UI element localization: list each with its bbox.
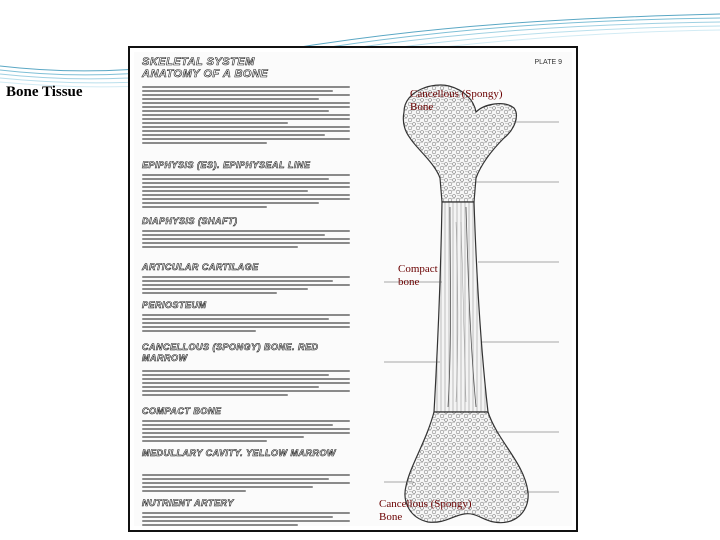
section-text-4 <box>142 312 350 334</box>
section-text-6 <box>142 418 350 444</box>
section-text-7 <box>142 472 350 494</box>
label-cancellous-bottom <box>379 498 472 524</box>
label-cancellous-top-line2: Bone <box>410 101 434 113</box>
femur-illustration <box>364 82 574 532</box>
section-heading-5: CANCELLOUS (SPONGY) BONE. RED MARROW <box>142 342 319 363</box>
label-compact-bone <box>398 263 438 289</box>
section-heading-8: NUTRIENT ARTERY <box>142 498 234 508</box>
label-cancellous-top-line1: Cancellous (Spongy) <box>410 88 503 100</box>
section-text-1 <box>142 172 350 210</box>
label-cancellous-bottom-line2: Bone <box>379 511 403 523</box>
intro-text-block <box>142 84 350 146</box>
label-compact-line1: Compact <box>398 263 438 275</box>
label-cancellous-top <box>410 88 503 114</box>
section-heading-2: DIAPHYSIS (SHAFT) <box>142 216 238 226</box>
section-text-5 <box>142 368 350 398</box>
section-heading-4: PERIOSTEUM <box>142 300 207 310</box>
label-compact-line2: bone <box>398 276 420 288</box>
section-heading-3: ARTICULAR CARTILAGE <box>142 262 259 272</box>
slide-title: Bone Tissue <box>6 84 83 100</box>
section-heading-6: COMPACT BONE <box>142 406 222 416</box>
femur-shaft <box>434 202 488 412</box>
section-heading-7: MEDULLARY CAVITY. YELLOW MARROW <box>142 448 337 458</box>
section-text-8 <box>142 510 350 528</box>
anatomy-plate-image <box>128 46 578 532</box>
plate-number: PLATE 9 <box>534 59 562 66</box>
section-heading-1: EPIPHYSIS (ES). EPIPHYSEAL LINE <box>142 160 311 170</box>
plate-heading-line1: SKELETAL SYSTEM <box>142 56 255 68</box>
section-text-2 <box>142 228 350 250</box>
plate-heading-line2: ANATOMY OF A BONE <box>142 68 269 80</box>
label-cancellous-bottom-line1: Cancellous (Spongy) <box>379 498 472 510</box>
section-text-3 <box>142 274 350 296</box>
